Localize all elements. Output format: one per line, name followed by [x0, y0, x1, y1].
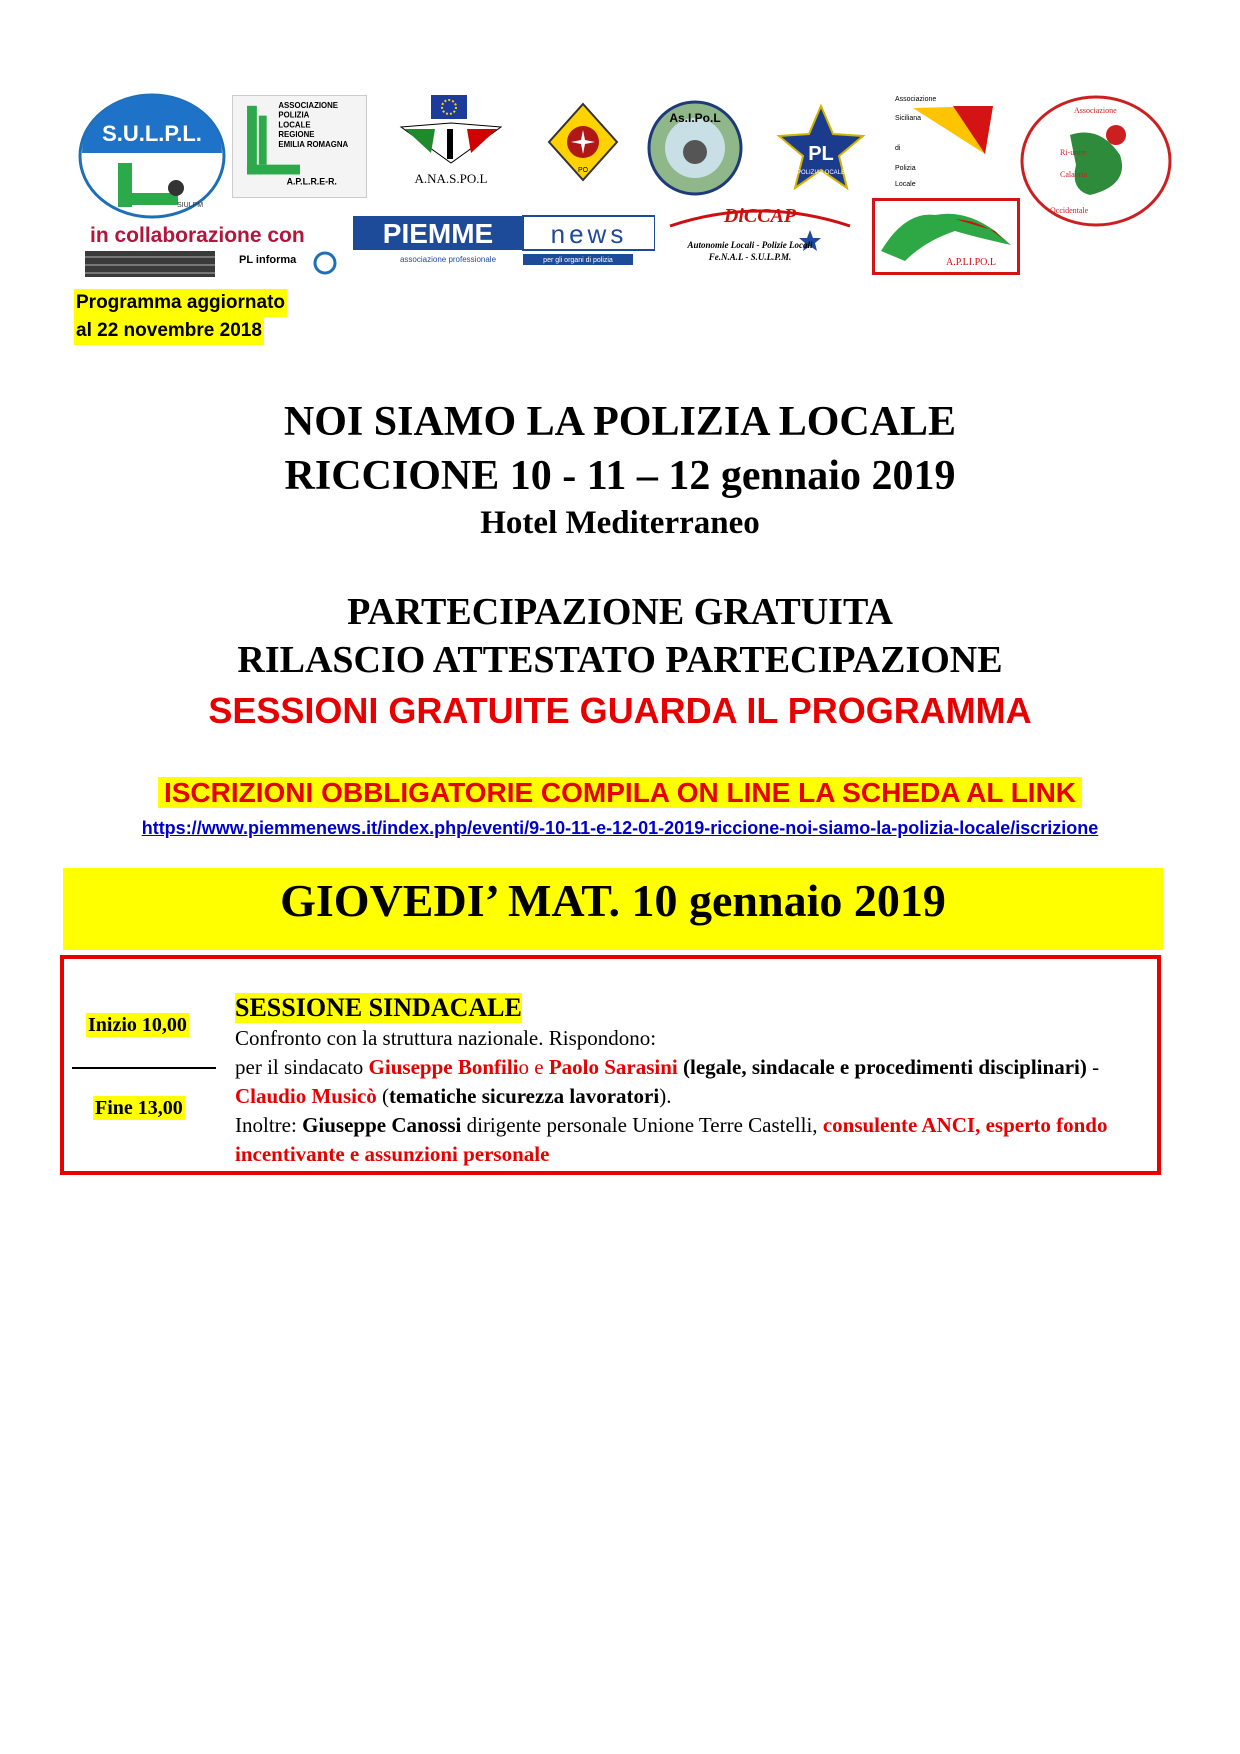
update-note-line-2: al 22 novembre 2018 — [74, 317, 264, 345]
anaspol-emblem-icon — [395, 93, 507, 191]
event-venue: Hotel Mediterraneo — [480, 505, 760, 541]
session-end-text: Fine 13,00 — [95, 1097, 183, 1119]
time-divider — [72, 1067, 216, 1069]
sicilia-line-5: Locale — [895, 181, 916, 188]
piemme-tagline-2: per gli organi di polizia — [543, 257, 613, 264]
registration-text: ISCRIZIONI OBBLIGATORIE COMPILA ON LINE LA SCHEDA AL LINK — [158, 777, 1082, 808]
sicilia-line-2: Siciliana — [895, 115, 922, 122]
diccap-line-1: Autonomie Locali - Polizie Locali — [687, 240, 813, 250]
sicilia-line-4: Polizia — [895, 165, 916, 172]
pl-star-text: PL — [808, 143, 834, 165]
session-start-text: Inizio 10,00 — [88, 1014, 187, 1036]
piemme-left-text: PIEMME — [382, 218, 494, 249]
apulipol-text: A.P.LI.PO.L — [945, 257, 997, 268]
update-note — [74, 289, 287, 345]
calabria-line-4: Occidentale — [1050, 206, 1089, 215]
asipol-text: As.I.Po.L — [669, 111, 721, 125]
free-sessions-notice: SESSIONI GRATUITE GUARDA IL PROGRAMMA — [208, 690, 1032, 731]
session-paragraph-2 — [235, 1111, 1155, 1169]
diccap-icon — [660, 200, 860, 266]
role-close: ). — [659, 1084, 672, 1108]
sulpl-logo — [78, 93, 226, 219]
session-end — [93, 1097, 185, 1120]
diccap-line-2: Fe.N.A.L - S.U.L.P.M. — [708, 252, 792, 262]
sicilia-line-1: Associazione — [895, 96, 937, 103]
aplrer-line-5: EMILIA ROMAGNA — [278, 139, 349, 149]
sulpl-sub: SIULPM — [176, 202, 204, 209]
aplrer-line-1: ASSOCIAZIONE — [278, 100, 339, 110]
pl-star-sub: POLIZIA LOCALE — [796, 170, 846, 176]
calabria-line-2: Ri-unire — [1060, 148, 1087, 157]
asipol-logo — [643, 100, 747, 196]
aplrer-line-3: LOCALE — [278, 120, 311, 130]
sulpl-emblem-icon — [78, 93, 226, 219]
registration-link-row — [0, 818, 1240, 839]
free-participation: PARTECIPAZIONE GRATUITA — [347, 591, 893, 633]
session-and: e — [529, 1055, 549, 1079]
diccap-text: DiCCAP — [723, 205, 797, 227]
collaboration-label: in collaborazione con — [90, 224, 305, 247]
registration-notice — [0, 777, 1240, 809]
apulipol-map-icon — [875, 201, 1017, 272]
pl-informa-brand: PL informa — [239, 254, 297, 266]
event-dates: RICCIONE 10 - 11 – 12 gennaio 2019 — [284, 453, 956, 499]
session-start — [86, 1014, 189, 1037]
piemme-right-text: news — [550, 219, 628, 249]
calabria-line-1: Associazione — [1074, 106, 1117, 115]
piemme-news-logo — [353, 214, 655, 266]
sicilia-logo — [893, 92, 1003, 192]
session-p2: Inoltre: — [235, 1113, 303, 1137]
aplrer-line-2: POLIZIA — [278, 110, 310, 120]
speaker-sarasini: Paolo Sarasini — [548, 1055, 678, 1079]
speaker-bonfilio: Giuseppe Bonfili — [368, 1055, 519, 1079]
event-title: NOI SIAMO LA POLIZIA LOCALE — [283, 399, 957, 445]
speaker-bonfilio-end: o — [518, 1055, 529, 1079]
pl-informa-logo — [85, 247, 340, 281]
aplrer-logo — [232, 95, 367, 198]
sulpl-text: S.U.L.P.L. — [102, 121, 202, 146]
role-anci: consulente ANCI, esperto fondo incentivante e assunzioni personale — [235, 1113, 1108, 1166]
asipol-emblem-icon — [643, 100, 747, 196]
apulipol-logo — [872, 198, 1020, 275]
calabria-logo — [1020, 95, 1172, 227]
certificate-notice: RILASCIO ATTESTATO PARTECIPAZIONE — [237, 639, 1003, 681]
ap-badge-icon — [545, 102, 621, 192]
pl-star-icon — [775, 104, 867, 196]
speaker-musico: Claudio Musicò — [235, 1084, 377, 1108]
pl-informa-icon — [85, 247, 340, 281]
role-legal: (legale, sindacale e procedimenti disciplinari) — [677, 1055, 1087, 1079]
anaspol-logo — [395, 93, 507, 191]
calabria-line-3: Calabria — [1060, 170, 1088, 179]
aplrer-line-4: REGIONE — [278, 130, 315, 140]
sicilia-map-icon — [893, 92, 1003, 192]
role-director: dirigente personale Unione Terre Castelli, — [461, 1113, 823, 1137]
role-open: ( — [376, 1084, 390, 1108]
session-intro: Confronto con la struttura nazionale. Rispondono: — [235, 1026, 657, 1050]
day-header: GIOVEDI’ MAT. 10 gennaio 2019 — [63, 868, 1163, 950]
ap-badge-logo — [545, 102, 621, 192]
pl-star-logo — [775, 104, 867, 196]
session-title: SESSIONE SINDACALE — [235, 993, 522, 1022]
session-p1: per il sindacato — [235, 1055, 369, 1079]
piemme-tagline: associazione professionale — [399, 255, 497, 264]
diccap-logo — [660, 200, 860, 266]
calabria-emblem-icon — [1020, 95, 1172, 227]
update-note-line-1: Programma aggiornato — [74, 289, 287, 317]
ap-badge-text: PO — [577, 167, 589, 174]
speaker-canossi: Giuseppe Canossi — [302, 1113, 462, 1137]
piemme-news-icon — [353, 214, 655, 266]
session-details — [235, 993, 1155, 1169]
aplrer-footer: A.P.L.R.E-R. — [286, 176, 337, 187]
anaspol-text: A.NA.S.PO.L — [414, 171, 488, 186]
registration-link[interactable]: https://www.piemmenews.it/index.php/eventi/9-10-11-e-12-01-2019-riccione-noi-siamo-la-polizia-locale/iscrizione — [141, 818, 1099, 838]
session-sep: - — [1086, 1055, 1100, 1079]
sicilia-line-3: di — [895, 145, 901, 152]
role-safety: tematiche sicurezza lavoratori — [389, 1084, 660, 1108]
aplrer-emblem-icon — [233, 96, 366, 197]
session-paragraph-1 — [235, 1053, 1155, 1111]
